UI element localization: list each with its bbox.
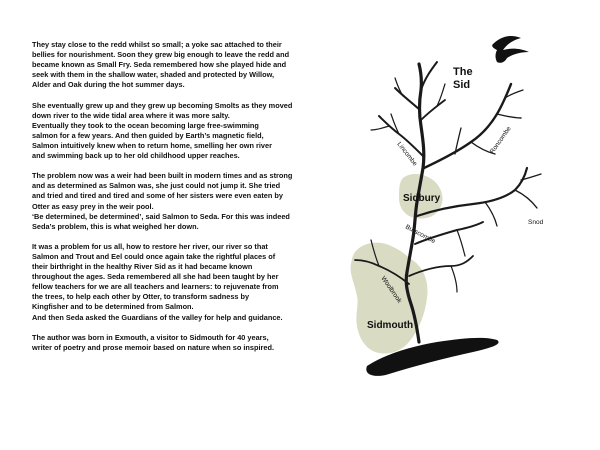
river-sid-map (345, 30, 595, 390)
upper-branch-north (421, 62, 437, 90)
text-line: Seda’s problem, this is what weighed her down. (32, 221, 199, 231)
roncombe-twig-2 (497, 114, 521, 118)
text-line: their birthright in the healthy River Sid as it had became known (32, 262, 253, 272)
text-line: And then Seda asked the Guardians of the valley for help and guidance. (32, 312, 283, 322)
text-line: She eventually grew up and they grew up becoming Smolts as they moved (32, 100, 293, 110)
label-burscombe: Burscombe (404, 223, 437, 246)
sidmouth-area (351, 243, 428, 354)
text-line: Eventually they took to the ocean becoming large free-swimming (32, 120, 259, 130)
bird-icon (492, 36, 529, 63)
snod-twig-2 (485, 202, 497, 226)
text-line: Otter as easy prey in the weir pool. (32, 201, 154, 211)
text-line: Salmon and Trout and Eel could once again take the rightful places of (32, 251, 276, 261)
lower-east-twig (451, 266, 457, 292)
text-line: Kingfisher and to be determined from Salmon. (32, 302, 194, 312)
label-snod: Snod (528, 219, 544, 226)
label-roncombe: Roncombe (488, 125, 513, 156)
label-sidmouth: Sidmouth (367, 320, 414, 331)
text-line: and swimming back up to her old childhood upper reaches. (32, 151, 240, 161)
paragraph-1 (32, 40, 332, 90)
upper-branch-west (395, 88, 420, 110)
text-line: They stay close to the redd whilst so small; a yoke sac attached to their (32, 40, 282, 49)
label-lincombe: Lincombe (395, 140, 419, 168)
text-line: down river to the wide tidal area where it was more salty. (32, 110, 230, 120)
text-line: The author was born in Exmouth, a visitor to Sidmouth for 40 years, (32, 332, 269, 342)
text-line: bellies for nourishment. Soon they grew big enough to leave the redd and (32, 50, 290, 60)
upper-branch-east (421, 100, 445, 120)
paragraph-4 (32, 242, 332, 323)
text-line: fellow teachers for we are all teachers and learners: to rejuvenate from (32, 282, 279, 292)
text-line: salmon for a few years. And then guided by Earth’s magnetic field, (32, 130, 264, 140)
map-title-the: The (453, 66, 473, 78)
lincombe-twig-2 (371, 126, 389, 130)
story-text-column (32, 40, 332, 363)
roncombe-branch (424, 84, 511, 168)
text-line: Salmon intuitively knew when to return home, smelling her own river (32, 140, 272, 150)
text-line: ‘Be determined, be determined’, said Salmon to Seda. For this was indeed (32, 211, 290, 221)
label-sidbury: Sidbury (403, 193, 441, 204)
text-line: became known as Small Fry. Seda remembered how she played hide and (32, 60, 287, 70)
text-line: It was a problem for us all, how to restore her river, our river so that (32, 241, 268, 251)
paragraph-2 (32, 101, 332, 162)
snod-twig-1 (515, 190, 537, 208)
text-line: The problem now was a weir had been built in modern times and as strong (32, 171, 293, 181)
river-map-illustration (345, 30, 595, 390)
text-line: the trees, to help each other by Otter, to transform sadness by (32, 292, 250, 302)
text-line: and tried and tired and tired and some of her sisters were even eaten by (32, 191, 283, 201)
text-line: seek with them in the shallow water, shaded and protected by Willow, (32, 70, 275, 80)
text-line: Alder and Oak during the hot summer days. (32, 80, 185, 90)
text-line: writer of poetry and prose memoir based on nature when so inspired. (32, 342, 274, 352)
burscombe-twig (457, 230, 465, 256)
text-line: throughout the ages. Seda remembered all she had been taught by her (32, 272, 279, 282)
upper-branch-west-twig (395, 78, 403, 96)
paragraph-3 (32, 171, 332, 232)
map-title-sid: Sid (453, 79, 471, 91)
text-line: and as determined as Salmon was, she just could not jump it. She tried (32, 181, 281, 191)
label-woolbrook: Woolbrook (379, 275, 403, 305)
paragraph-5 (32, 333, 332, 353)
